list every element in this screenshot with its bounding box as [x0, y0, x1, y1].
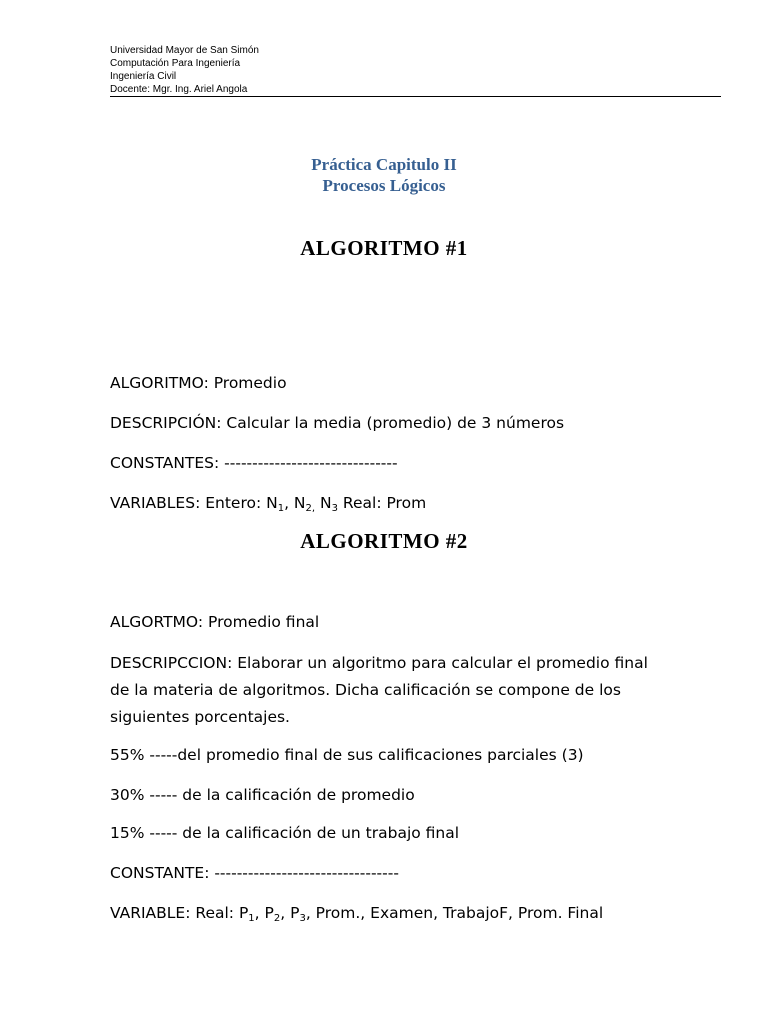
- algorithm-label: ALGORITMO: [110, 374, 204, 392]
- description-label: DESCRIPCCION: [110, 654, 228, 672]
- algorithm-2-variables: [110, 900, 710, 927]
- description-value: : Elaborar un algoritmo para calcular el promedio final de la materia de algoritmos. Dicha calificación se compone de los siguientes porcentajes.: [110, 654, 648, 726]
- variable-separator: , P: [280, 904, 300, 922]
- variable-separator: , N: [284, 494, 306, 512]
- variables-suffix: , Prom., Examen, TrabajoF, Prom. Final: [305, 904, 604, 922]
- variable-subscript: 3: [331, 503, 338, 514]
- variables-label: VARIABLES: [110, 494, 196, 512]
- percentage-item-15: 15% ----- de la calificación de un trabajo final: [110, 824, 460, 842]
- variable-subscript: 1: [277, 503, 285, 514]
- percentage-item-30: 30% ----- de la calificación de promedio: [110, 786, 415, 804]
- algorithm-1-variables: [110, 490, 710, 517]
- description-value: : Calcular la media (promedio) de 3 números: [216, 414, 565, 432]
- percentage-item-55: 55% -----del promedio final de sus calificaciones parciales (3): [110, 746, 584, 764]
- algorithm-label: ALGORTMO: [110, 613, 198, 631]
- variables-prefix: : Real: P: [185, 904, 249, 922]
- algorithm-1-heading: ALGORITMO #1: [300, 236, 468, 260]
- algorithm-1-name: [110, 370, 710, 397]
- variable-subscript: 2: [273, 913, 281, 924]
- algorithm-2-name: [110, 609, 710, 636]
- document-header: [110, 44, 720, 96]
- header-university: Universidad Mayor de San Simón: [110, 45, 259, 56]
- constants-label: CONSTANTES: [110, 454, 215, 472]
- header-career: Ingeniería Civil: [110, 71, 177, 82]
- variable-separator: , P: [254, 904, 274, 922]
- document-title: Práctica Capitulo II: [311, 155, 457, 174]
- header-teacher: Docente: Mgr. Ing. Ariel Angola: [110, 84, 248, 95]
- algorithm-2-heading: ALGORITMO #2: [300, 529, 468, 553]
- algorithm-1-description: [110, 410, 710, 437]
- constants-label: CONSTANTE: [110, 864, 205, 882]
- header-course: Computación Para Ingeniería: [110, 58, 241, 69]
- variable-separator: N: [315, 494, 332, 512]
- variables-prefix: : Entero: N: [195, 494, 278, 512]
- variable-subscript: 3: [299, 913, 306, 924]
- document-subtitle: Procesos Lógicos: [322, 176, 446, 195]
- algorithm-value: : Promedio: [203, 374, 287, 392]
- variable-subscript: 1: [248, 913, 255, 924]
- constants-value: : ---------------------------------: [204, 864, 399, 882]
- algorithm-2-constants: [110, 860, 710, 887]
- algorithm-2-description: [110, 650, 670, 731]
- constants-value: : -------------------------------: [214, 454, 398, 472]
- algorithm-1-constants: [110, 450, 710, 477]
- description-label: DESCRIPCIÓN: [110, 414, 217, 432]
- header-divider: [110, 96, 721, 97]
- variables-label: VARIABLE: [110, 904, 186, 922]
- variables-suffix: Real: Prom: [337, 494, 427, 512]
- variable-subscript: 2,: [305, 503, 316, 514]
- algorithm-value: : Promedio final: [197, 613, 320, 631]
